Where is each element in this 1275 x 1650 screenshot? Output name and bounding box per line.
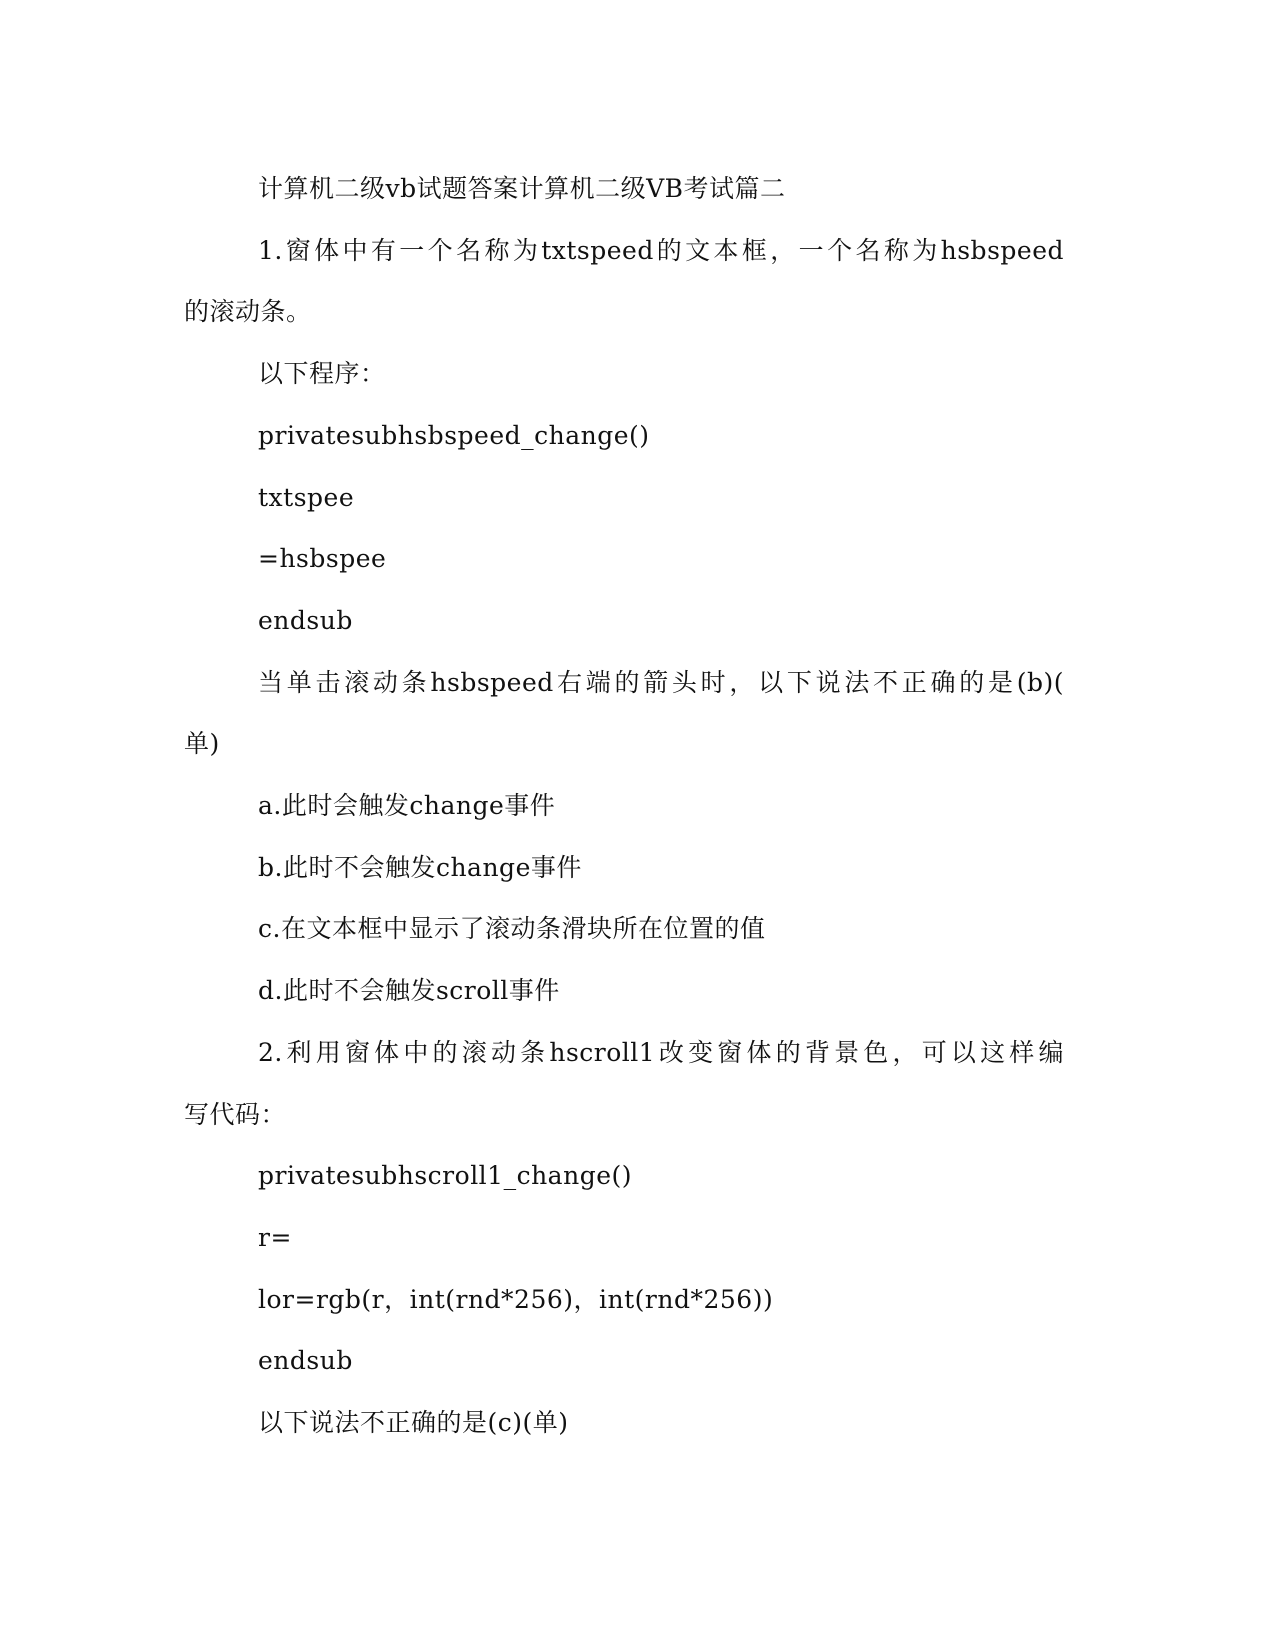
option-c: c.在文本框中显示了滚动条滑块所在位置的值 [258,914,766,944]
question-2-line-1: 2.利用窗体中的滚动条hscroll1改变窗体的背景色，可以这样编 [258,1037,1064,1067]
code-line: lor=rgb(r，int(rnd*256)，int(rnd*256)) [258,1284,774,1314]
option-d: d.此时不会触发scroll事件 [258,976,560,1006]
code-line: privatesubhsbspeed_change() [258,420,650,450]
question-1-prompt: 当单击滚动条hsbspeed右端的箭头时，以下说法不正确的是(b)( [258,667,1064,697]
question-1-line-1: 1.窗体中有一个名称为txtspeed的文本框，一个名称为hsbspeed [258,235,1064,265]
document-body [184,158,1064,1454]
option-a: a.此时会触发change事件 [258,791,556,821]
code-line: r= [258,1222,292,1252]
code-line: txtspee [258,482,355,512]
option-b: b.此时不会触发change事件 [258,852,582,882]
question-2-prompt: 以下说法不正确的是(c)(单) [258,1408,569,1438]
question-1-prompt-cont: 单) [184,729,220,759]
document-title: 计算机二级vb试题答案计算机二级VB考试篇二 [258,174,786,203]
code-line: endsub [258,1346,353,1376]
code-line: =hsbspee [258,544,387,574]
question-2-line-2: 写代码： [184,1099,287,1129]
code-line: privatesubhscroll1_change() [258,1161,632,1191]
question-1-line-2: 的滚动条。 [184,297,312,327]
program-intro: 以下程序： [258,359,386,389]
code-line: endsub [258,605,353,635]
